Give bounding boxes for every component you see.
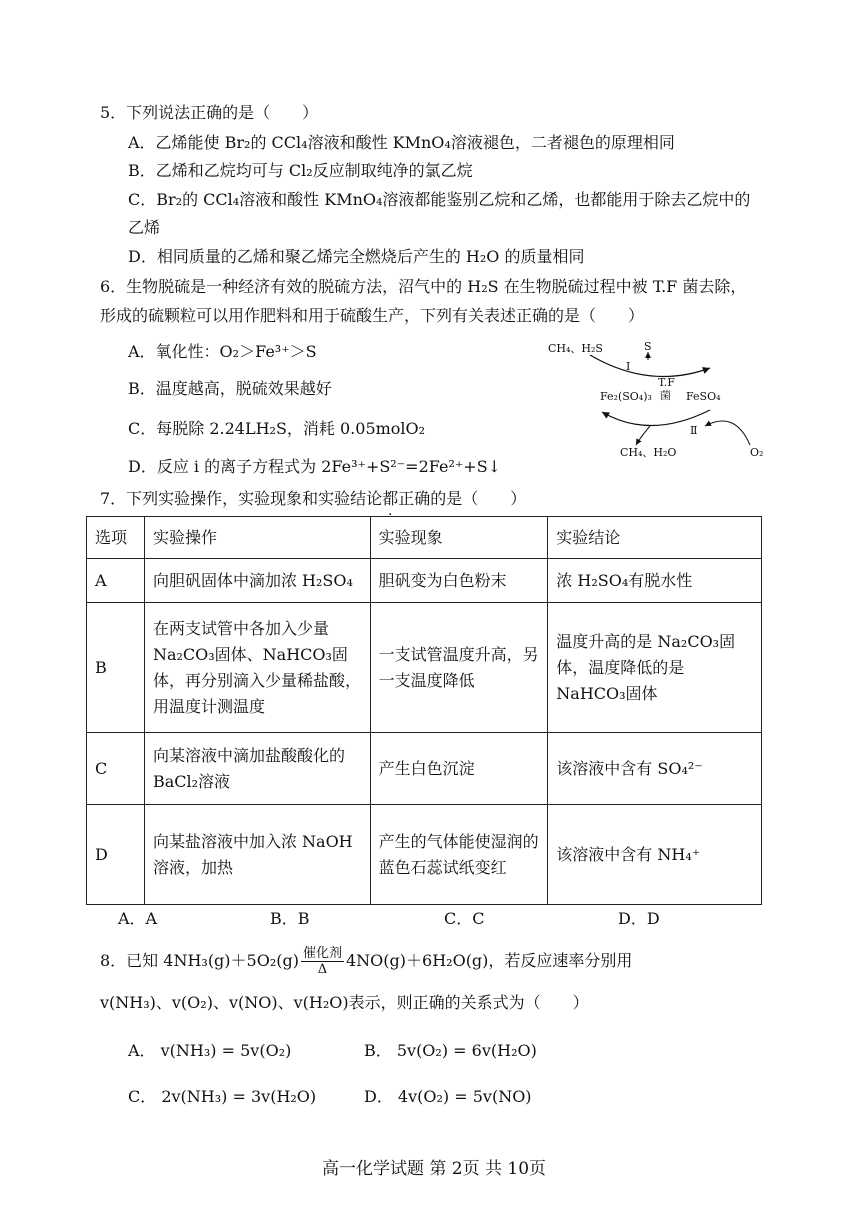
q7-stem-emphasis: 都 xyxy=(382,489,399,508)
diagram-input-o2: O₂ xyxy=(750,446,764,459)
q7-stem-part1: 7．下列实验操作，实验现象和实验结论 xyxy=(100,489,383,508)
q7-stem-part2: 正确的是（ ） xyxy=(398,489,527,508)
q5-option-a: A．乙烯能使 Br₂的 CCl₄溶液和酸性 KMnO₄溶液褪色，二者褪色的原理相同 xyxy=(128,133,675,152)
tf-label: T.F xyxy=(658,376,675,389)
header-phenomenon: 实验现象 xyxy=(370,517,548,559)
desulfurization-cycle-diagram xyxy=(540,330,780,470)
q8-equation-left: 8．已知 4NH₃(g)＋5O₂(g) xyxy=(100,951,299,970)
row-option: B xyxy=(87,603,145,733)
q6-option-b: B．温度越高，脱硫效果越好 xyxy=(128,379,332,398)
q8-option-b: B． 5v(O₂) = 6v(H₂O) xyxy=(364,1041,537,1060)
q5-option-b: B．乙烯和乙烷均可与 Cl₂反应制取纯净的氯乙烷 xyxy=(128,161,473,180)
table-header-row xyxy=(87,517,762,559)
diagram-output-ch4-h2o: CH₄、H₂O xyxy=(620,446,677,459)
q7-choice-b: B．B xyxy=(270,909,310,928)
row-operation: 在两支试管中各加入少量 Na₂CO₃固体、NaHCO₃固体，再分别滴入少量稀盐酸，用温度计测温度 xyxy=(144,603,370,733)
table-row xyxy=(87,733,762,805)
diagram-input-ch4-h2s: CH₄、H₂S xyxy=(548,342,603,355)
table-row xyxy=(87,805,762,905)
row-phenomenon: 产生白色沉淀 xyxy=(370,733,548,805)
q5-option-c: C．Br₂的 CCl₄溶液和酸性 KMnO₄溶液都能鉴别乙烷和乙烯，也都能用于除去乙烷中的 xyxy=(128,190,751,209)
step-i-label: Ⅰ xyxy=(626,360,631,373)
row-phenomenon: 胆矾变为白色粉末 xyxy=(370,559,548,603)
heat-symbol: Δ xyxy=(317,962,328,977)
q6-option-d: D．反应 i 的离子方程式为 2Fe³⁺+S²⁻=2Fe²⁺+S↓ xyxy=(128,457,502,476)
step-ii-label: Ⅱ xyxy=(690,424,698,437)
row-conclusion: 温度升高的是 Na₂CO₃固体，温度降低的是 NaHCO₃固体 xyxy=(548,603,762,733)
row-operation: 向某盐溶液中加入浓 NaOH 溶液，加热 xyxy=(144,805,370,905)
q8-stem-line2: v(NH₃)、v(O₂)、v(NO)、v(H₂O)表示，则正确的关系式为（ ） xyxy=(100,993,589,1012)
diagram-output-s: S xyxy=(644,340,652,353)
row-operation: 向胆矾固体中滴加浓 H₂SO₄ xyxy=(144,559,370,603)
header-conclusion: 实验结论 xyxy=(548,517,762,559)
q5-option-c-cont: 乙烯 xyxy=(128,218,161,237)
row-option: C xyxy=(87,733,145,805)
bacteria-label: 菌 xyxy=(660,389,671,402)
diagram-feso4: FeSO₄ xyxy=(686,390,721,403)
row-option: A xyxy=(87,559,145,603)
catalyst-fraction xyxy=(301,946,344,977)
q5-stem: 5．下列说法正确的是（ ） xyxy=(100,103,319,122)
q8-equation-right: 4NO(g)＋6H₂O(g)，若反应速率分别用 xyxy=(346,951,633,970)
q6-option-c: C．每脱除 2.24LH₂S，消耗 0.05molO₂ xyxy=(128,419,426,438)
q8-stem-line1 xyxy=(100,946,632,977)
page-footer: 高一化学试题 第 2页 共 10页 xyxy=(321,1159,547,1179)
row-phenomenon: 产生的气体能使湿润的蓝色石蕊试纸变红 xyxy=(370,805,548,905)
q7-choice-d: D．D xyxy=(618,909,660,928)
row-conclusion: 浓 H₂SO₄有脱水性 xyxy=(548,559,762,603)
header-option: 选项 xyxy=(87,517,145,559)
q7-choice-a: A．A xyxy=(118,909,158,928)
row-conclusion: 该溶液中含有 SO₄²⁻ xyxy=(548,733,762,805)
row-conclusion: 该溶液中含有 NH₄⁺ xyxy=(548,805,762,905)
q7-stem xyxy=(100,488,526,510)
q7-choice-c: C．C xyxy=(444,909,485,928)
row-operation: 向某溶液中滴加盐酸酸化的 BaCl₂溶液 xyxy=(144,733,370,805)
experiment-table xyxy=(86,516,762,905)
diagram-fe2so43: Fe₂(SO₄)₃ xyxy=(600,390,652,403)
o2-input-arrow xyxy=(705,421,750,445)
cycle-arrow-top xyxy=(590,355,710,376)
q6-option-a: A．氧化性：O₂＞Fe³⁺＞S xyxy=(128,342,317,361)
q5-option-d: D．相同质量的乙烯和聚乙烯完全燃烧后产生的 H₂O 的质量相同 xyxy=(128,247,585,266)
catalyst-label: 催化剂 xyxy=(302,946,342,961)
q8-option-c: C． 2v(NH₃) = 3v(H₂O) xyxy=(128,1087,317,1106)
q6-stem-line2: 形成的硫颗粒可以用作肥料和用于硫酸生产，下列有关表述正确的是（ ） xyxy=(100,306,645,325)
table-row xyxy=(87,559,762,603)
row-phenomenon: 一支试管温度升高，另一支温度降低 xyxy=(370,603,548,733)
q8-option-d: D． 4v(O₂) = 5v(NO) xyxy=(364,1087,532,1106)
output-arrow xyxy=(636,426,650,445)
q8-option-a: A． v(NH₃) = 5v(O₂) xyxy=(128,1041,292,1060)
q6-stem-line1: 6．生物脱硫是一种经济有效的脱硫方法，沼气中的 H₂S 在生物脱硫过程中被 T.F 菌去除， xyxy=(100,277,747,296)
row-option: D xyxy=(87,805,145,905)
table-row xyxy=(87,603,762,733)
header-operation: 实验操作 xyxy=(144,517,370,559)
